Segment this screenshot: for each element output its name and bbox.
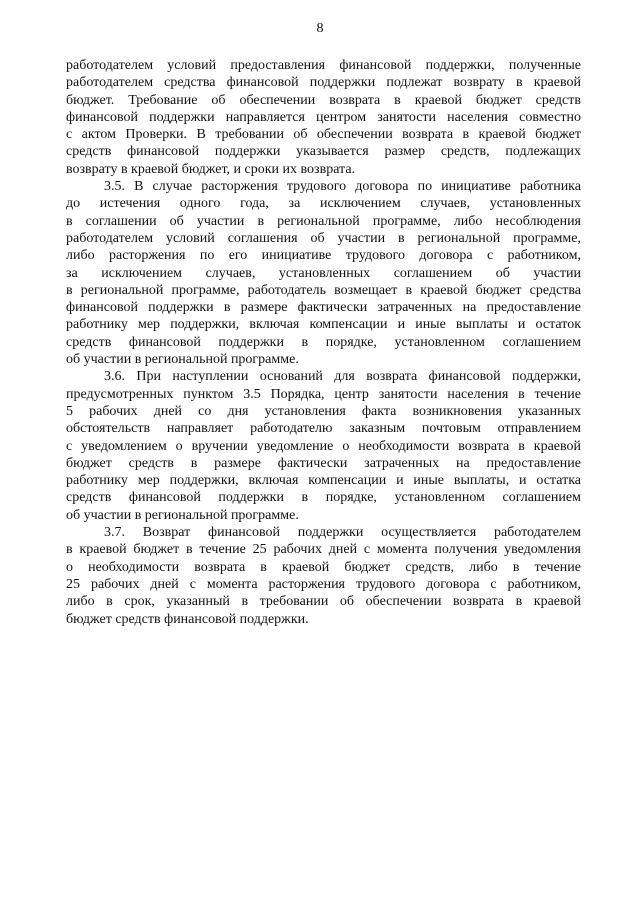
text-line: средств финансовой поддержки в порядке, установленном соглашением <box>66 490 581 506</box>
text-line: об участии в региональной программе. <box>66 352 299 368</box>
text-line: работнику мер поддержки, включая компенсации и иные выплаты и остаток <box>66 317 581 333</box>
document-body <box>66 57 581 628</box>
text-line: с уведомлением о вручении уведомление о необходимости возврата в краевой <box>66 438 581 454</box>
text-line: предусмотренных пунктом 3.5 Порядка, центр занятости населения в течение <box>66 386 581 402</box>
text-line: средств финансовой поддержки в порядке, установленном соглашением <box>66 334 581 350</box>
text-line: до истечения одного года, за исключением случаев, установленных <box>66 196 581 212</box>
text-line: финансовой поддержки в размере фактически затраченных на предоставление <box>66 300 581 316</box>
paragraph-continuation <box>66 57 581 178</box>
text-line: обстоятельств направляет работодателю заказным почтовым отправлением <box>66 421 581 437</box>
paragraph-3-5 <box>66 178 581 368</box>
text-line: бюджет. Требование об обеспечении возврата в краевой бюджет средств <box>66 92 581 108</box>
text-line: 3.7. Возврат финансовой поддержки осуществляется работодателем <box>104 525 581 541</box>
paragraph-3-6 <box>66 368 581 524</box>
text-line: 5 рабочих дней со дня установления факта возникновения указанных <box>66 403 581 419</box>
text-line: работнику мер поддержки, включая компенсации и иные выплаты, и остатка <box>66 473 581 489</box>
text-line: финансовой поддержки направляется центром занятости населения совместно <box>66 109 581 125</box>
text-line: о необходимости возврата в краевой бюджет средств, либо в течение <box>66 559 581 575</box>
paragraph-3-7 <box>66 524 581 628</box>
text-line: либо расторжения по его инициативе трудового договора с работником, <box>66 248 581 264</box>
text-line: бюджет средств финансовой поддержки. <box>66 611 309 627</box>
text-line: работодателем условий соглашения об участии в региональной программе, <box>66 230 581 246</box>
text-line: за исключением случаев, установленных соглашением об участии <box>66 265 581 281</box>
page-number: 8 <box>316 21 324 36</box>
text-line: 25 рабочих дней с момента расторжения трудового договора с работником, <box>66 576 581 592</box>
text-line: в соглашении об участии в региональной программе, либо несоблюдения <box>66 213 581 229</box>
text-line: в краевой бюджет в течение 25 рабочих дней с момента получения уведомления <box>66 542 581 558</box>
text-line: либо в срок, указанный в требовании об обеспечении возврата в краевой <box>66 594 581 610</box>
text-line: бюджет средств в размере фактически затраченных на предоставление <box>66 455 581 471</box>
text-line: возврату в краевой бюджет, и сроки их возврата. <box>66 161 356 177</box>
text-line: 3.5. В случае расторжения трудового договора по инициативе работника <box>104 179 581 195</box>
text-line: об участии в региональной программе. <box>66 507 299 523</box>
text-line: работодателем средства финансовой поддержки подлежат возврату в краевой <box>66 75 581 91</box>
text-line: работодателем условий предоставления финансовой поддержки, полученные <box>66 58 581 73</box>
text-line: с актом Проверки. В требовании об обеспечении возврата в краевой бюджет <box>66 127 581 143</box>
text-line: средств финансовой поддержки указывается размер средств, подлежащих <box>66 144 581 160</box>
text-line: в региональной программе, работодатель возмещает в краевой бюджет средства <box>66 282 581 298</box>
text-line: 3.6. При наступлении оснований для возврата финансовой поддержки, <box>104 369 581 385</box>
